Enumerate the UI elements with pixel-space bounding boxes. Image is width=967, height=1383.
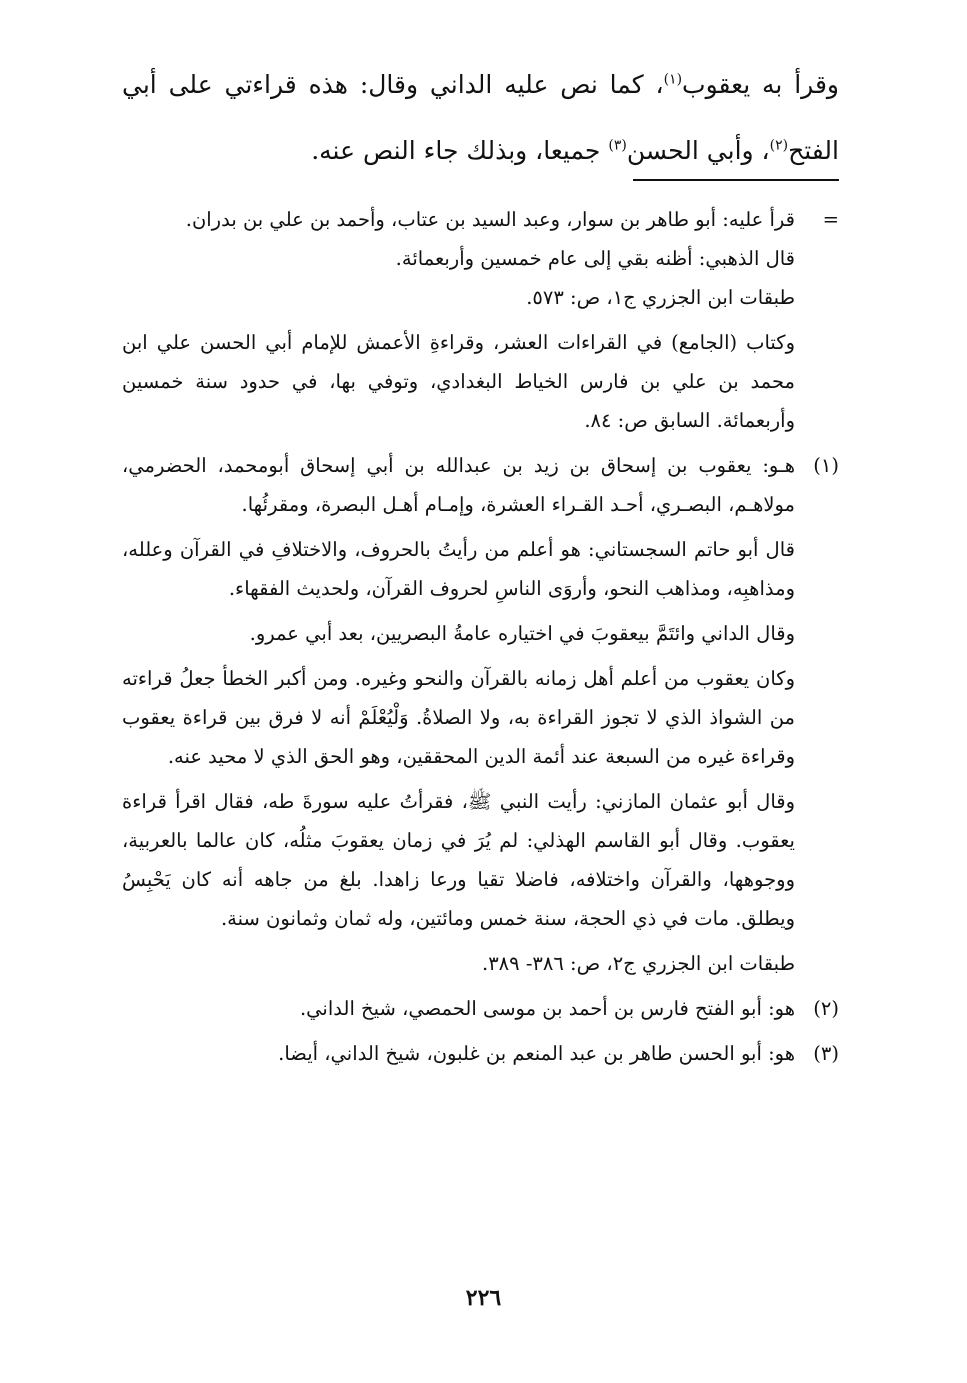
footnote-1 [122,446,839,524]
footnote-continuation [122,200,839,239]
continuation-mark: = [822,208,839,231]
footnote-ref-3[interactable]: (٣) [608,137,627,154]
main-text-part: وقرأ به يعقوب [682,70,839,99]
footnote-ref-2[interactable]: (٢) [769,137,789,154]
footnote-3 [122,1034,839,1073]
footnote-number: (٣) [813,1042,839,1065]
footnote-number: (١) [813,454,839,477]
footnote-paragraph: قال أبو حاتم السجستاني: هو أعلم من رأيتُ بالحروف، والاختلافِ في القرآن وعلله، ومذاهبِه، ومذاهب النحو، وأروَى الناسِ لحروف القرآن، ولحديث الفقهاء. [122,538,795,600]
main-text [122,52,839,184]
page-number: ٢٢٦ [465,1285,502,1311]
footnote-separator [633,179,839,181]
main-text-part: ، وأبي الحسن [626,136,770,165]
footnote-paragraph: هـو: يعقوب بن إسحاق بن زيد بن عبدالله بن أبي إسحاق أبومحمد، الحضرمي، مولاهـم، البصـري، أحـد القـراء العشرة، وإمـام أهـل البصرة، ومقرئُها. [122,454,795,516]
footnote-paragraph: طبقات ابن الجزري ج٢، ص: ٣٨٦- ٣٨٩. [482,952,795,975]
footnote-paragraph: وكان يعقوب من أعلم أهل زمانه بالقرآن والنحو وغيره. ومن أكبر الخطأ جعلُ قراءته من الشواذ الذي لا تجوز القراءة به، ولا الصلاةُ. وَلْيُعْلَمْ أنه لا فرق بين قراءة يعقوب وقراءة غيره من السبعة عند أئمة الدين المحققين، وهو الحق الذي لا محيد عنه. [122,667,795,768]
footnote-paragraph: وقال الداني وائتَمَّ بيعقوبَ في اختياره عامةُ البصريين، بعد أبي عمرو. [249,622,795,645]
main-text-part: جميعا، وبذلك جاء النص عنه. [311,136,609,165]
footnote-ref-1[interactable]: (١) [663,71,683,88]
footnote-text: هو: أبو الحسن طاهر بن عبد المنعم بن غلبون، شيخ الداني، أيضا. [278,1042,795,1065]
footnote-2 [122,989,839,1028]
footnote-text: هو: أبو الفتح فارس بن أحمد بن موسى الحمصي، شيخ الداني. [299,997,795,1020]
footnotes [122,200,839,1073]
footnote-text: وكتاب (الجامع) في القراءات العشر، وقراءةِ الأعمش للإمام أبي الحسن علي ابن محمد بن علي بن فارس الخياط البغدادي، وتوفي بها، في حدود سنة خمسين وأربعمائة. السابق ص: ٨٤. [122,331,795,432]
main-text-part: ، كما نص عليه الداني وقال: هذه قراءتي على أبي الفتح [122,70,839,165]
footnote-text: طبقات ابن الجزري ج١، ص: ٥٧٣. [526,286,795,309]
footnote-number: (٢) [813,997,839,1020]
footnote-text: قرأ عليه: أبو طاهر بن سوار، وعبد السيد بن عتاب، وأحمد بن علي بن بدران. [185,208,795,231]
footnote-text: قال الذهبي: أظنه بقي إلى عام خمسين وأربعمائة. [395,247,795,270]
footnote-paragraph: وقال أبو عثمان المازني: رأيت النبي ﷺ، فقرأتُ عليه سورةَ طه، فقال اقرأ قراءة يعقوب. وقال أبو القاسم الهذلي: لم يُرَ في زمان يعقوبَ مثلُه، كان عالما بالعربية، ووجوهها، والقرآن واختلافه، فاضلا تقيا ورعا زاهدا. بلغ من جاهه أنه كان يَحْبِسُ ويطلق. مات في ذي الحجة، سنة خمس ومائتين، وله ثمان وثمانون سنة. [122,790,795,930]
main-paragraph [122,52,839,184]
